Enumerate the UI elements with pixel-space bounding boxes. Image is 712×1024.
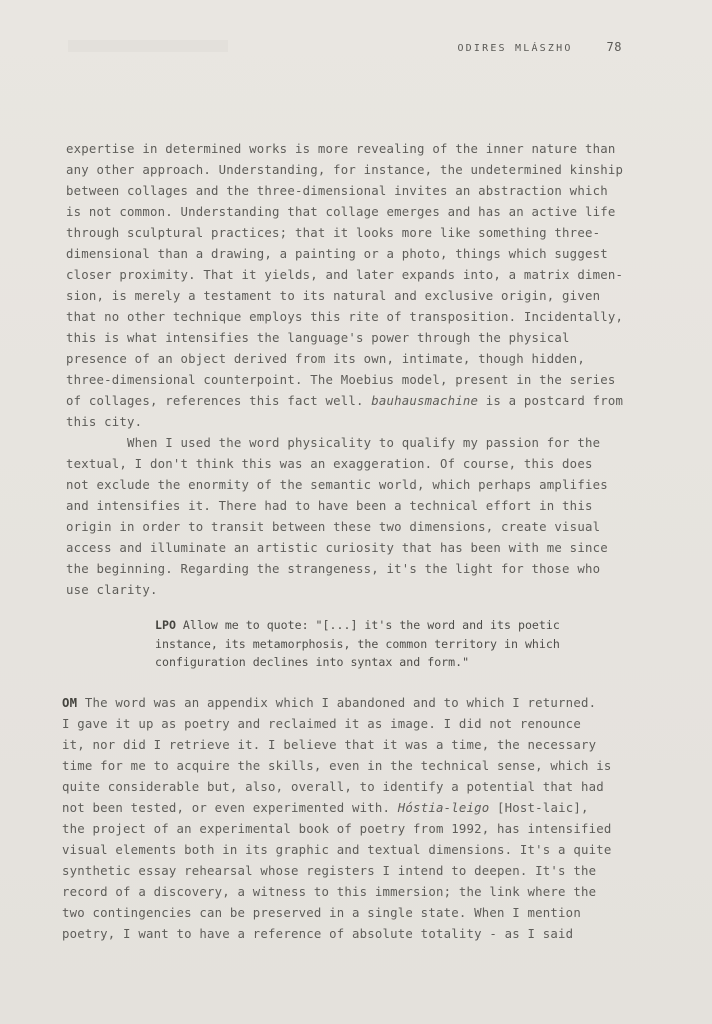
text-line: closer proximity. That it yields, and later expands into, a matrix dimen- <box>66 268 624 282</box>
text-line: not exclude the enormity of the semantic world, which perhaps amplifies <box>66 478 608 492</box>
text-line: this city. <box>66 415 143 429</box>
text-line: that no other technique employs this rite of transposition. Incidentally, <box>66 310 624 324</box>
text-line: is not common. Understanding that collage emerges and has an active life <box>66 205 616 219</box>
text-line <box>62 798 642 819</box>
text-line: access and illuminate an artistic curiosity that has been with me since <box>66 541 608 555</box>
speaker-label-lpo: LPO <box>155 618 176 632</box>
text-line: three-dimensional counterpoint. The Moebius model, present in the series <box>66 373 616 387</box>
text-run: not been tested, or even experimented with. <box>62 801 398 815</box>
running-header <box>457 40 622 54</box>
running-head-author: ODIRES MLÁSZHO <box>457 43 573 54</box>
text-line: poetry, I want to have a reference of absolute totality - as I said <box>62 927 574 941</box>
text-line: two contingencies can be preserved in a single state. When I mention <box>62 906 581 920</box>
speaker-label-om: OM <box>62 696 78 710</box>
answer-paragraph <box>62 693 642 945</box>
text-line <box>66 391 632 412</box>
quote-line <box>155 616 615 635</box>
text-line: synthetic essay rehearsal whose registers I intend to deepen. It's the <box>62 864 597 878</box>
quote-line: instance, its metamorphosis, the common territory in which <box>155 636 560 651</box>
text-line: When I used the word physicality to qualify my passion for the <box>66 436 601 450</box>
text-line <box>62 693 642 714</box>
show-through-ghost <box>68 40 228 52</box>
quote-text: Allow me to quote: "[...] it's the word and its poetic <box>175 618 560 632</box>
text-line: this is what intensifies the language's power through the physical <box>66 331 570 345</box>
text-run: is a postcard from <box>478 394 624 408</box>
text-run: of collages, references this fact well. <box>66 394 372 408</box>
work-title-bauhausmachine: bauhausmachine <box>371 394 479 408</box>
work-title-hostia-leigo: Hóstia-leigo <box>397 801 490 815</box>
interviewer-quote <box>155 616 615 672</box>
text-line: expertise in determined works is more revealing of the inner nature than <box>66 142 616 156</box>
text-line: through sculptural practices; that it looks more like something three- <box>66 226 601 240</box>
text-line: any other approach. Understanding, for instance, the undetermined kinship <box>66 163 624 177</box>
text-line: sion, is merely a testament to its natural and exclusive origin, given <box>66 289 601 303</box>
text-run: [Host-laic], <box>489 801 589 815</box>
text-line: I gave it up as poetry and reclaimed it as image. I did not renounce <box>62 717 581 731</box>
text-line: it, nor did I retrieve it. I believe that it was a time, the necessary <box>62 738 597 752</box>
text-line: dimensional than a drawing, a painting or a photo, things which suggest <box>66 247 608 261</box>
text-line: record of a discovery, a witness to this immersion; the link where the <box>62 885 597 899</box>
text-run: The word was an appendix which I abandoned and to which I returned. <box>77 696 597 710</box>
text-line: presence of an object derived from its own, intimate, though hidden, <box>66 352 585 366</box>
text-line: quite considerable but, also, overall, to identify a potential that had <box>62 780 604 794</box>
text-line: textual, I don't think this was an exaggeration. Of course, this does <box>66 457 593 471</box>
text-line: the project of an experimental book of poetry from 1992, has intensified <box>62 822 612 836</box>
quote-line: configuration declines into syntax and form." <box>155 655 470 669</box>
text-line: use clarity. <box>66 583 158 597</box>
text-line: time for me to acquire the skills, even in the technical sense, which is <box>62 759 612 773</box>
text-line: visual elements both in its graphic and textual dimensions. It's a quite <box>62 843 612 857</box>
text-line: the beginning. Regarding the strangeness, it's the light for those who <box>66 562 601 576</box>
text-line: between collages and the three-dimensional invites an abstraction which <box>66 184 608 198</box>
page-number: 78 <box>606 40 622 54</box>
paragraph-1-and-2 <box>66 139 632 601</box>
text-line: and intensifies it. There had to have been a technical effort in this <box>66 499 593 513</box>
text-line: origin in order to transit between these two dimensions, create visual <box>66 520 601 534</box>
